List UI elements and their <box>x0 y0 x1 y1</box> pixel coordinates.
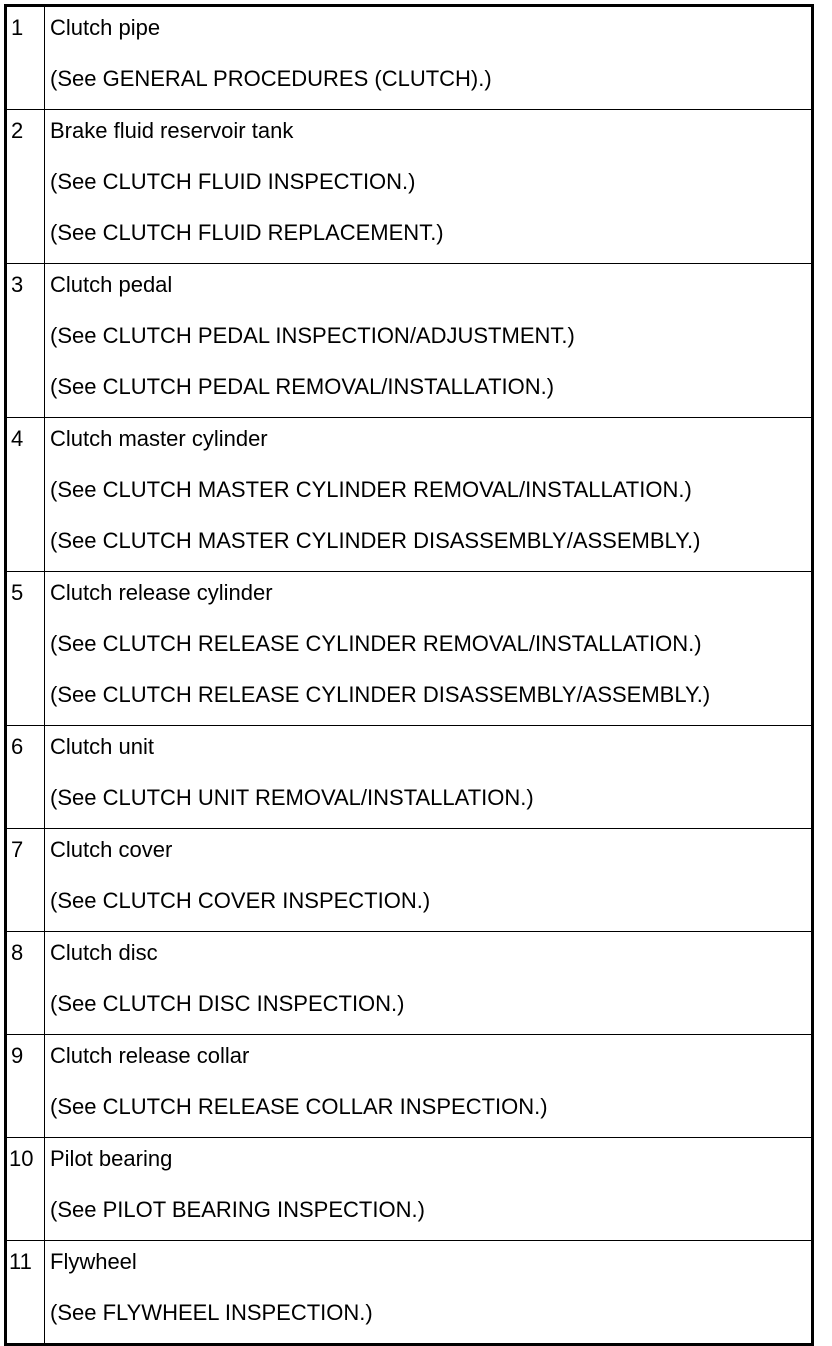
part-number: 11 <box>7 1241 45 1343</box>
part-details <box>45 264 811 417</box>
part-reference: (See CLUTCH RELEASE CYLINDER DISASSEMBLY/ASSEMBLY.) <box>50 682 711 707</box>
part-details <box>45 726 811 828</box>
part-name: Clutch cover <box>50 837 173 862</box>
part-details <box>45 7 811 109</box>
part-details <box>45 1035 811 1137</box>
table-row <box>7 725 811 828</box>
part-reference: (See CLUTCH RELEASE CYLINDER REMOVAL/INSTALLATION.) <box>50 631 702 656</box>
part-name: Clutch master cylinder <box>50 426 268 451</box>
part-reference: (See CLUTCH FLUID INSPECTION.) <box>50 169 416 194</box>
part-reference: (See GENERAL PROCEDURES (CLUTCH).) <box>50 66 492 91</box>
part-number: 6 <box>7 726 45 828</box>
part-reference: (See FLYWHEEL INSPECTION.) <box>50 1300 373 1325</box>
part-name: Brake fluid reservoir tank <box>50 118 294 143</box>
table-row <box>7 1034 811 1137</box>
part-number: 4 <box>7 418 45 571</box>
part-details <box>45 418 811 571</box>
part-name: Clutch disc <box>50 940 158 965</box>
part-details <box>45 572 811 725</box>
part-reference: (See CLUTCH RELEASE COLLAR INSPECTION.) <box>50 1094 548 1119</box>
part-reference: (See CLUTCH PEDAL REMOVAL/INSTALLATION.) <box>50 374 555 399</box>
part-number: 7 <box>7 829 45 931</box>
part-reference: (See CLUTCH DISC INSPECTION.) <box>50 991 405 1016</box>
part-reference: (See CLUTCH PEDAL INSPECTION/ADJUSTMENT.) <box>50 323 575 348</box>
part-name: Clutch pedal <box>50 272 173 297</box>
parts-table <box>4 4 814 1346</box>
part-reference: (See CLUTCH UNIT REMOVAL/INSTALLATION.) <box>50 785 534 810</box>
part-details <box>45 1138 811 1240</box>
part-name: Clutch release cylinder <box>50 580 273 605</box>
part-number: 10 <box>7 1138 45 1240</box>
table-row <box>7 1137 811 1240</box>
part-name: Pilot bearing <box>50 1146 173 1171</box>
part-reference: (See CLUTCH COVER INSPECTION.) <box>50 888 431 913</box>
part-number: 5 <box>7 572 45 725</box>
part-details <box>45 932 811 1034</box>
table-row <box>7 263 811 417</box>
table-row <box>7 417 811 571</box>
part-details <box>45 110 811 263</box>
part-number: 9 <box>7 1035 45 1137</box>
part-number: 3 <box>7 264 45 417</box>
part-name: Clutch unit <box>50 734 154 759</box>
part-reference: (See CLUTCH FLUID REPLACEMENT.) <box>50 220 444 245</box>
part-reference: (See CLUTCH MASTER CYLINDER DISASSEMBLY/ASSEMBLY.) <box>50 528 701 553</box>
table-row <box>7 931 811 1034</box>
table-row <box>7 1240 811 1343</box>
part-number: 1 <box>7 7 45 109</box>
part-name: Clutch pipe <box>50 15 161 40</box>
table-row <box>7 109 811 263</box>
part-reference: (See CLUTCH MASTER CYLINDER REMOVAL/INSTALLATION.) <box>50 477 692 502</box>
part-details <box>45 1241 811 1343</box>
part-details <box>45 829 811 931</box>
table-row <box>7 7 811 109</box>
table-row <box>7 828 811 931</box>
part-name: Clutch release collar <box>50 1043 250 1068</box>
part-reference: (See PILOT BEARING INSPECTION.) <box>50 1197 425 1222</box>
table-row <box>7 571 811 725</box>
part-number: 2 <box>7 110 45 263</box>
part-name: Flywheel <box>50 1249 137 1274</box>
part-number: 8 <box>7 932 45 1034</box>
